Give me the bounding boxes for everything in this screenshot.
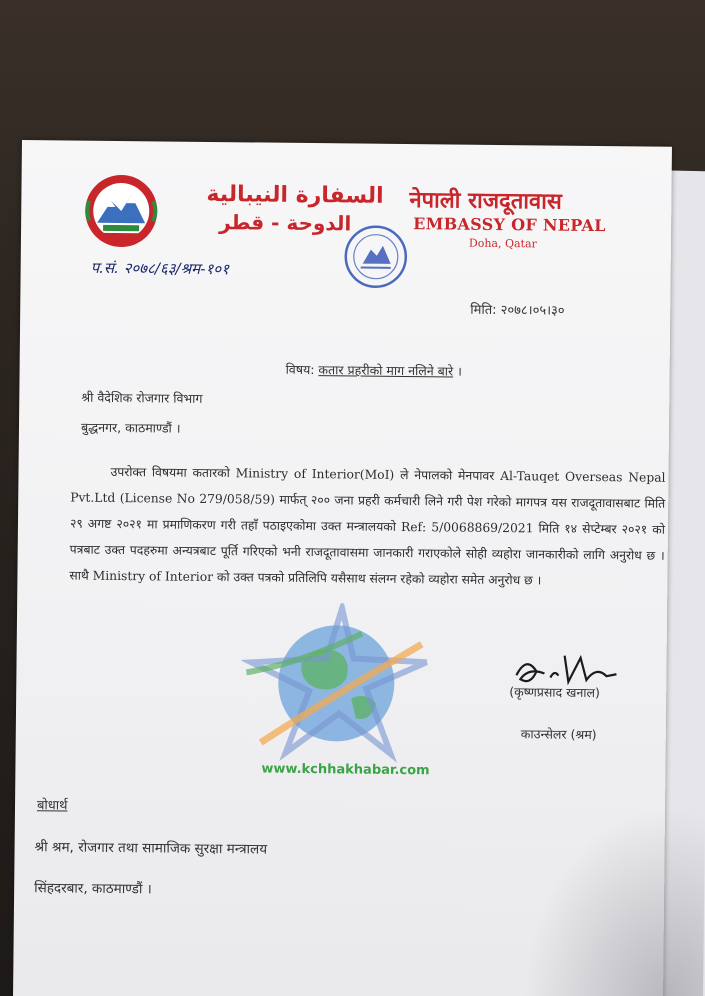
subject-text: कतार प्रहरीको माग नलिने बारे [318, 362, 454, 379]
letter-body: उपरोक्त विषयमा कतारको Ministry of Interior(MoI) ले नेपालको मेनपावर Al-Tauqet Overseas Nepal Pvt.Ltd (License No 279/058/59) मार्फत् २०० जना प्रहरी कर्मचारी लिने गरी पेश गरेको मागपत्र यस राजदूतावासबाट मिति २९ अगष्ट २०२१ मा प्रमाणिकरण गरी तहाँ पठाइएकोमा उक्त मन्त्रालयको Ref: 5/0068869/2021 मिति १४ सेप्टेम्बर २०२१ को पत्रबाट उक्त पदहरुमा अन्यत्रबाट पूर्ति गरिएको भनी राजदूतावासमा जानकारी गराएकोले सोही व्यहोरा जानकारीको लागि अनुरोध छ । साथै Ministry of Interior को उक्त पत्रको प्रतिलिपि यसैसाथ संलग्न रहेको व्यहोरा समेत अनुरोध छ । [69, 464, 666, 588]
recipient-line-1: श्री वैदेशिक रोजगार विभाग [81, 389, 203, 406]
subject-end: । [457, 363, 463, 379]
page-shadow [523, 805, 705, 996]
embassy-stamp-icon [342, 223, 409, 290]
cc-label: बोधार्थ [36, 798, 68, 814]
subject-line [286, 361, 462, 380]
cc-line-1: श्री श्रम, रोजगार तथा सामाजिक सुरक्षा मन्त्रालय [34, 839, 268, 858]
english-title: EMBASSY OF NEPAL [413, 214, 606, 236]
letter-sheet [13, 140, 672, 996]
signatory-title: काउन्सेलर (श्रम) [520, 726, 597, 743]
arabic-subtitle: الدوحة - قطر [219, 210, 352, 236]
subject-label: विषय: [285, 361, 315, 378]
cc-line-2: सिंहदरबार, काठमाण्डौं । [34, 880, 152, 898]
kchhakhabar-globe-star-logo [240, 602, 432, 764]
watermark-url: www.kchhakhabar.com [261, 761, 430, 779]
english-subtitle: Doha, Qatar [468, 236, 537, 251]
letter-date: मिति: २०७८।०५।३० [470, 302, 565, 319]
recipient-line-2: बुद्धनगर, काठमाण्डौं । [80, 419, 181, 436]
signatory-name: (कृष्णप्रसाद खनाल) [509, 684, 601, 701]
arabic-title: السفارة النيبالية [206, 181, 384, 209]
nepali-title: नेपाली राजदूतावास [409, 188, 562, 215]
reference-number: प.सं. २०७८/६३/श्रम-१०१ [90, 258, 230, 279]
nepal-emblem-icon [81, 171, 162, 252]
